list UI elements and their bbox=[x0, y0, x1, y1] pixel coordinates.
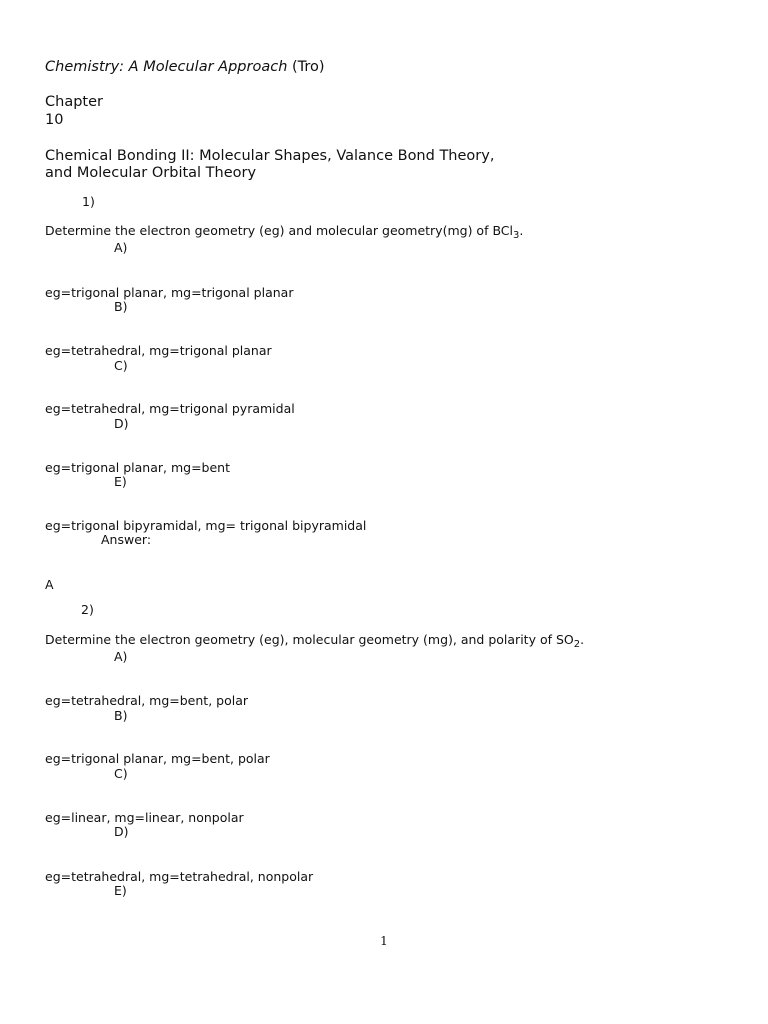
question-1-stem-end: . bbox=[519, 223, 524, 238]
question-1-option-e-text: eg=trigonal bipyramidal, mg= trigonal bipyramidal bbox=[45, 518, 367, 533]
question-2-option-b-letter: B) bbox=[114, 708, 128, 723]
question-1-stem-subscript: 3 bbox=[513, 230, 520, 241]
question-2-option-a-letter: A) bbox=[114, 649, 128, 664]
question-1-option-a-text: eg=trigonal planar, mg=trigonal planar bbox=[45, 285, 294, 300]
chapter-label: Chapter bbox=[45, 94, 103, 110]
question-2-stem-end: . bbox=[580, 632, 585, 647]
question-1-option-d-text: eg=trigonal planar, mg=bent bbox=[45, 460, 230, 475]
question-2-stem bbox=[45, 632, 584, 650]
question-1-option-b-text: eg=tetrahedral, mg=trigonal planar bbox=[45, 343, 272, 358]
chapter-title-line-1: Chemical Bonding II: Molecular Shapes, Valance Bond Theory, bbox=[45, 148, 495, 164]
question-2-option-d-letter: D) bbox=[114, 824, 129, 839]
question-2-stem-text: Determine the electron geometry (eg), molecular geometry (mg), and polarity of SO bbox=[45, 632, 574, 647]
book-title: Chemistry: A Molecular Approach bbox=[45, 59, 288, 75]
page-number: 1 bbox=[380, 934, 388, 948]
chapter-number: 10 bbox=[45, 112, 64, 128]
question-1-option-d-letter: D) bbox=[114, 416, 129, 431]
question-1-option-c-letter: C) bbox=[114, 358, 128, 373]
question-2-number: 2) bbox=[81, 602, 94, 617]
question-2-option-a-text: eg=tetrahedral, mg=bent, polar bbox=[45, 693, 248, 708]
question-1-stem-text: Determine the electron geometry (eg) and molecular geometry(mg) of BCl bbox=[45, 223, 513, 238]
question-1-option-c-text: eg=tetrahedral, mg=trigonal pyramidal bbox=[45, 401, 295, 416]
question-1-number: 1) bbox=[82, 194, 95, 209]
question-1-option-e-letter: E) bbox=[114, 474, 127, 489]
question-1-option-a-letter: A) bbox=[114, 240, 128, 255]
chapter-title-line-2: and Molecular Orbital Theory bbox=[45, 165, 257, 181]
question-2-stem-subscript: 2 bbox=[573, 639, 581, 650]
question-1-answer-label: Answer: bbox=[101, 532, 152, 547]
question-2-option-c-text: eg=linear, mg=linear, nonpolar bbox=[45, 810, 244, 825]
question-2-option-b-text: eg=trigonal planar, mg=bent, polar bbox=[45, 751, 270, 766]
question-2-option-d-text: eg=tetrahedral, mg=tetrahedral, nonpolar bbox=[45, 869, 314, 884]
question-1-stem bbox=[45, 223, 523, 241]
question-2-option-c-letter: C) bbox=[114, 766, 128, 781]
question-2-option-e-letter: E) bbox=[114, 883, 127, 898]
question-1-answer: A bbox=[45, 577, 54, 592]
book-author: (Tro) bbox=[292, 59, 325, 75]
question-1-option-b-letter: B) bbox=[114, 299, 128, 314]
book-title-line bbox=[45, 59, 325, 75]
